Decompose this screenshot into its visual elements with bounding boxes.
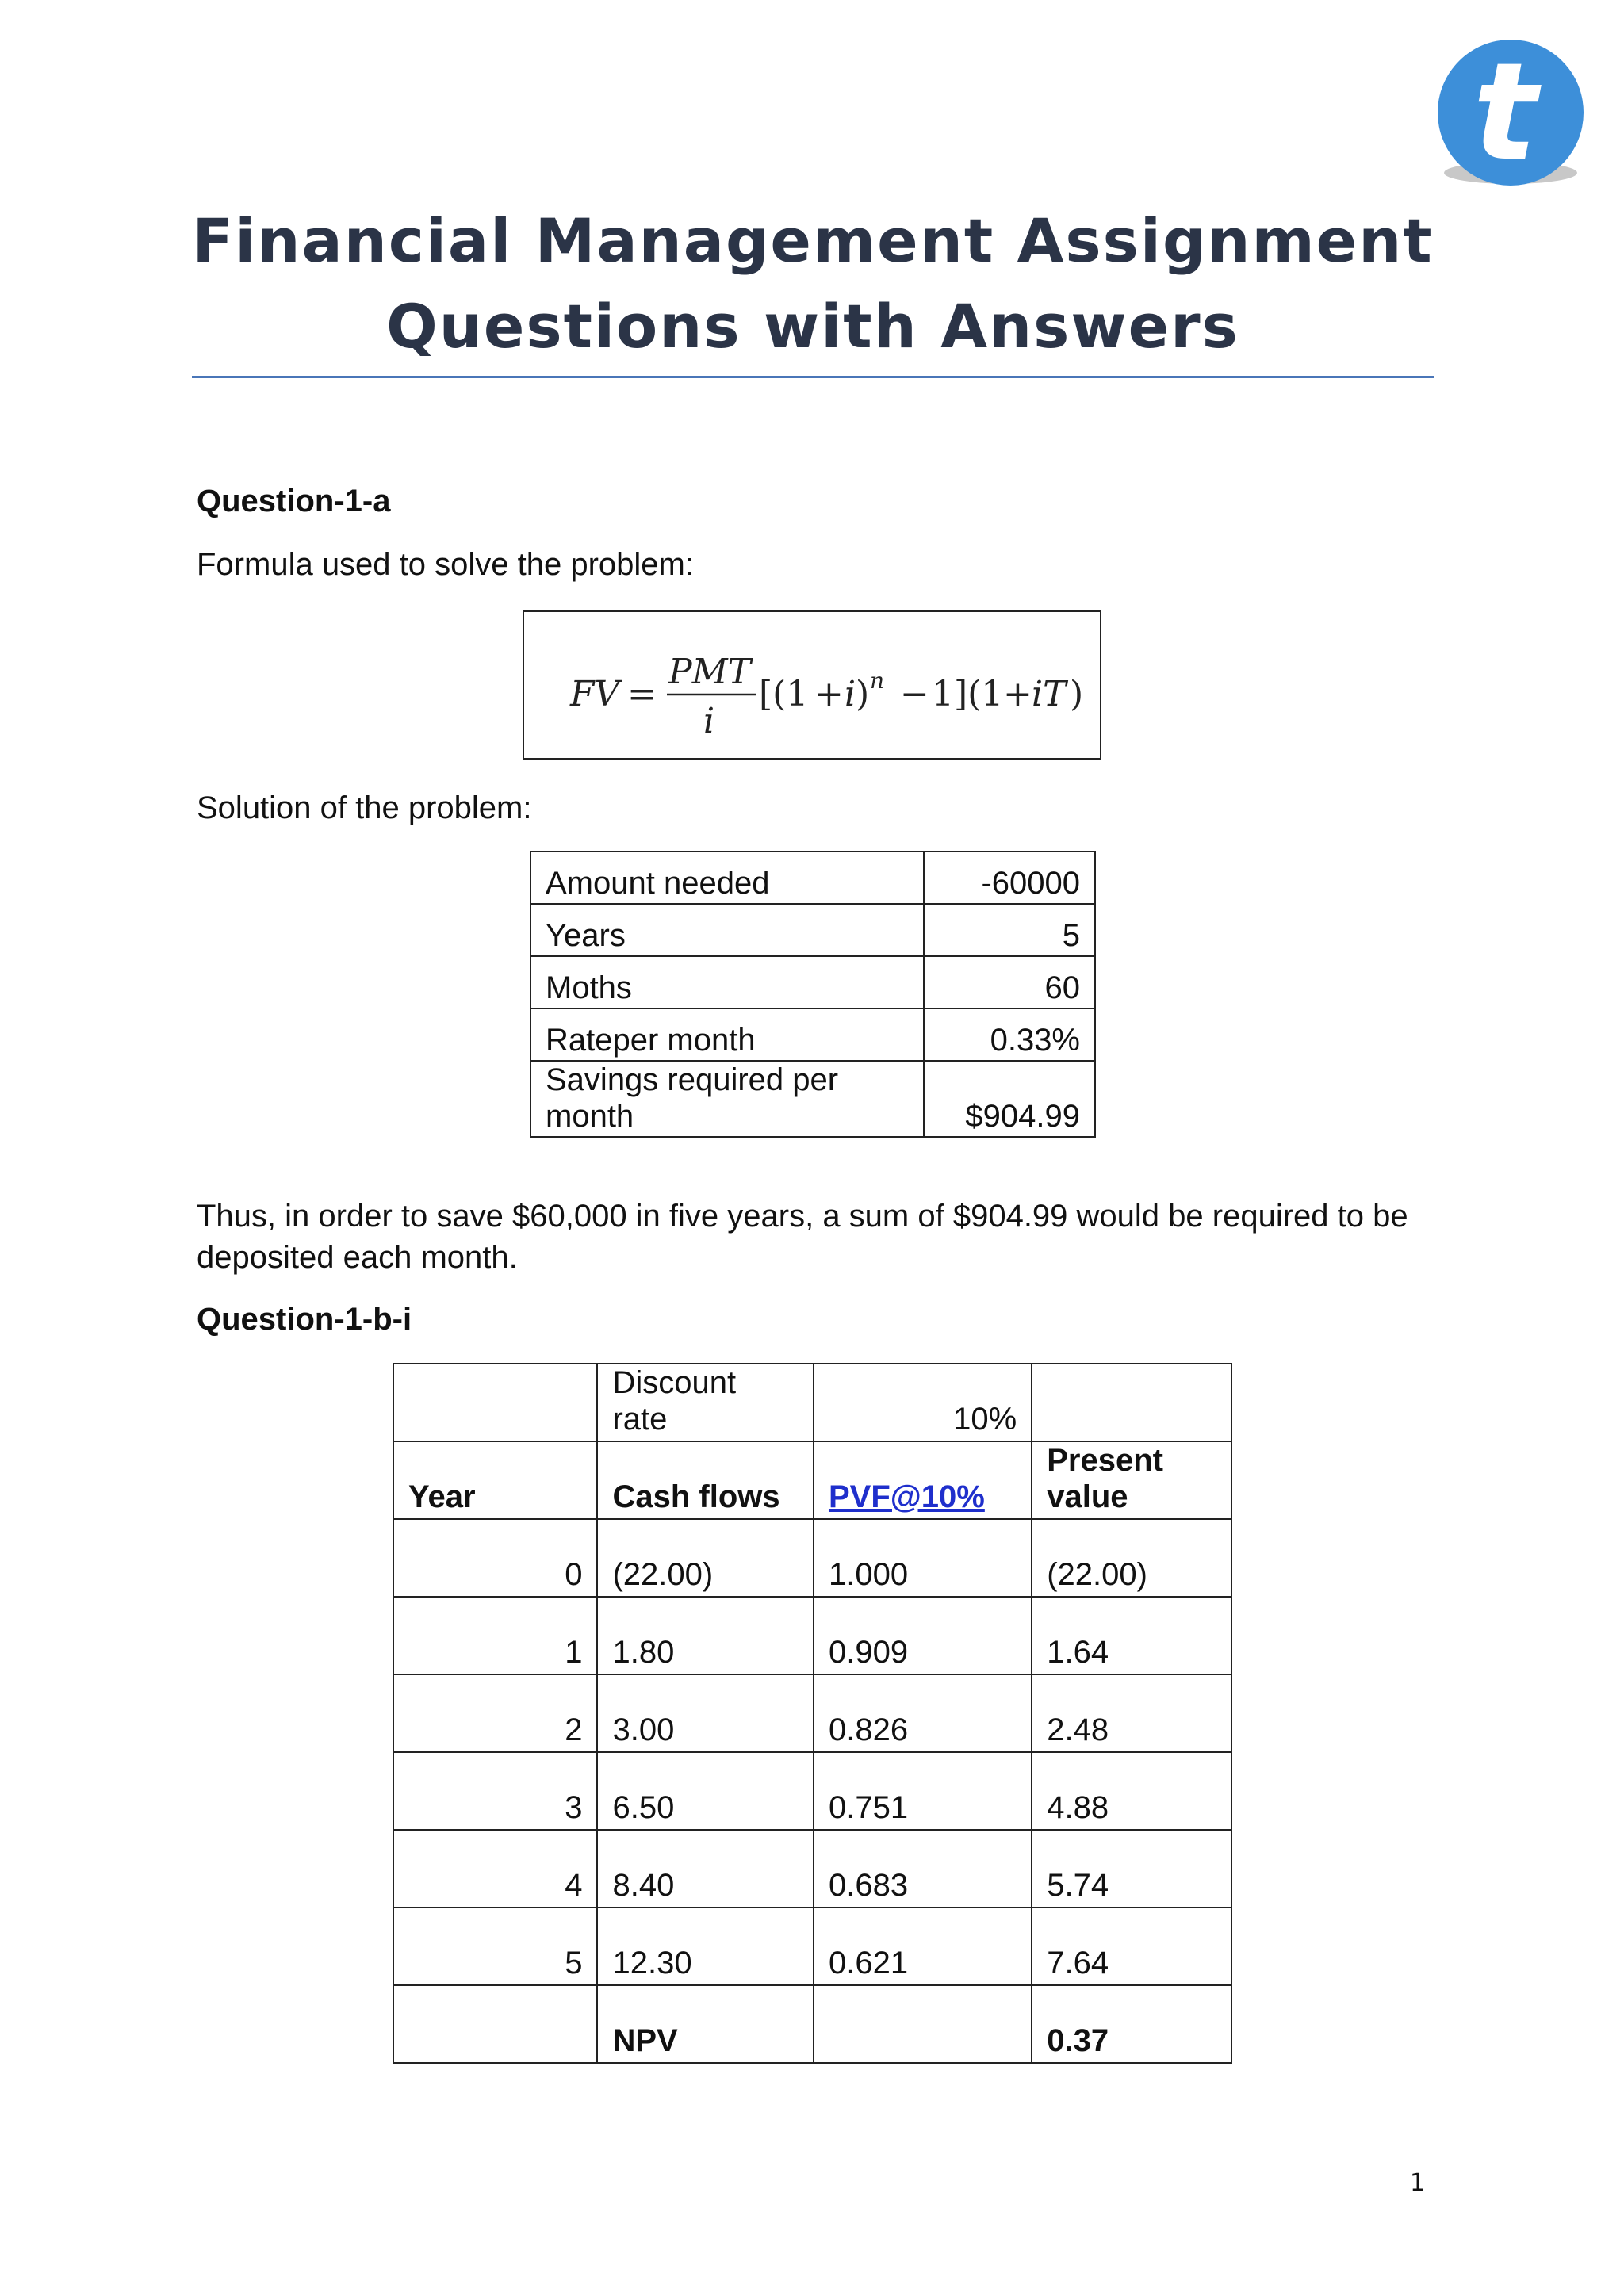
pvf-cell: 0.683 — [814, 1830, 1032, 1908]
svg-text:iT: iT — [1032, 674, 1067, 714]
empty-cell — [1032, 1364, 1231, 1441]
pvf-cell: 0.751 — [814, 1752, 1032, 1830]
npv-label: NPV — [597, 1985, 814, 2063]
table-row — [530, 904, 1095, 956]
cash-flow-cell: 8.40 — [597, 1830, 814, 1908]
table-row — [530, 1061, 1095, 1137]
cash-flow-cell: 12.30 — [597, 1908, 814, 1985]
pvf-cell: 0.621 — [814, 1908, 1032, 1985]
pv-cell: 4.88 — [1032, 1752, 1231, 1830]
table-header-row — [393, 1441, 1231, 1519]
svg-text:=: = — [627, 674, 657, 714]
discount-rate-label: Discount rate — [597, 1364, 814, 1441]
conclusion-paragraph: Thus, in order to save $60,000 in five years, a sum of $904.99 would be required to be deposited each month. — [197, 1199, 1408, 1275]
npv-value: 0.37 — [1032, 1985, 1231, 2063]
table-row — [393, 1830, 1231, 1908]
title-divider — [192, 376, 1434, 378]
svg-text:1](1: 1](1 — [932, 674, 1004, 714]
table-row — [393, 1597, 1231, 1674]
svg-text:): ) — [856, 674, 870, 714]
table-row — [393, 1674, 1231, 1752]
cash-flow-cell: 3.00 — [597, 1674, 814, 1752]
svg-text:i: i — [845, 674, 856, 714]
svg-text:PMT: PMT — [668, 652, 752, 692]
svg-text:+: + — [814, 674, 844, 714]
cash-flow-cell: (22.00) — [597, 1519, 814, 1597]
year-cell: 2 — [393, 1674, 597, 1752]
title-line-1: Financial Management Assignment — [192, 205, 1434, 276]
table-row — [530, 956, 1095, 1008]
logo-letter: t — [1473, 40, 1538, 191]
cash-flow-cell: 6.50 — [597, 1752, 814, 1830]
solution-intro: Solution of the problem: — [197, 790, 532, 825]
pvf-cell: 1.000 — [814, 1519, 1032, 1597]
pvf-cell: 0.909 — [814, 1597, 1032, 1674]
pv-cell: 5.74 — [1032, 1830, 1231, 1908]
future-value-formula — [524, 612, 1103, 761]
pv-cell: 2.48 — [1032, 1674, 1231, 1752]
table-row — [393, 1752, 1231, 1830]
npv-table — [393, 1363, 1232, 2064]
year-cell: 1 — [393, 1597, 597, 1674]
row-value: 5 — [924, 904, 1095, 956]
row-value: 0.33% — [924, 1008, 1095, 1061]
empty-cell — [814, 1985, 1032, 2063]
year-cell: 0 — [393, 1519, 597, 1597]
svg-text:FV: FV — [570, 674, 620, 714]
row-value: 60 — [924, 956, 1095, 1008]
empty-cell — [393, 1985, 597, 2063]
table-row — [393, 1908, 1231, 1985]
svg-text:[(1: [(1 — [759, 674, 809, 714]
pvf-cell: 0.826 — [814, 1674, 1032, 1752]
row-label: Rateper month — [530, 1008, 924, 1061]
row-label: Years — [530, 904, 924, 956]
npv-row — [393, 1985, 1231, 2063]
discount-rate-value: 10% — [814, 1364, 1032, 1441]
table-row — [530, 1008, 1095, 1061]
header-cash-flows: Cash flows — [597, 1441, 814, 1519]
question-1bi-heading: Question-1-b-i — [197, 1302, 412, 1337]
pv-cell: 7.64 — [1032, 1908, 1231, 1985]
header-year: Year — [393, 1441, 597, 1519]
row-label: Amount needed — [530, 851, 924, 904]
cash-flow-cell: 1.80 — [597, 1597, 814, 1674]
year-cell: 4 — [393, 1830, 597, 1908]
row-value: $904.99 — [924, 1061, 1095, 1137]
pv-cell: 1.64 — [1032, 1597, 1231, 1674]
year-cell: 5 — [393, 1908, 597, 1985]
svg-text:n: n — [870, 668, 885, 694]
year-cell: 3 — [393, 1752, 597, 1830]
table-row — [393, 1364, 1231, 1441]
table-row — [393, 1519, 1231, 1597]
svg-text:+: + — [1003, 674, 1032, 714]
title-line-2: Questions with Answers — [386, 291, 1239, 362]
svg-text:−: − — [900, 674, 929, 714]
row-label: Moths — [530, 956, 924, 1008]
empty-cell — [393, 1364, 597, 1441]
svg-text:i: i — [703, 701, 715, 741]
formula-intro: Formula used to solve the problem: — [197, 547, 694, 582]
table-row — [530, 851, 1095, 904]
header-pvf-link[interactable]: PVF@10% — [828, 1479, 985, 1514]
page-number: 1 — [1410, 2169, 1426, 2197]
savings-table — [530, 851, 1096, 1138]
page-title — [190, 198, 1435, 369]
question-1a-heading: Question-1-a — [197, 484, 391, 519]
row-label: Savings required per month — [530, 1061, 924, 1137]
header-present-value: Present value — [1032, 1441, 1231, 1519]
svg-text:): ) — [1070, 674, 1084, 714]
pv-cell: (22.00) — [1032, 1519, 1231, 1597]
row-value: -60000 — [924, 851, 1095, 904]
formula-box — [523, 610, 1101, 760]
company-logo — [1427, 40, 1594, 198]
